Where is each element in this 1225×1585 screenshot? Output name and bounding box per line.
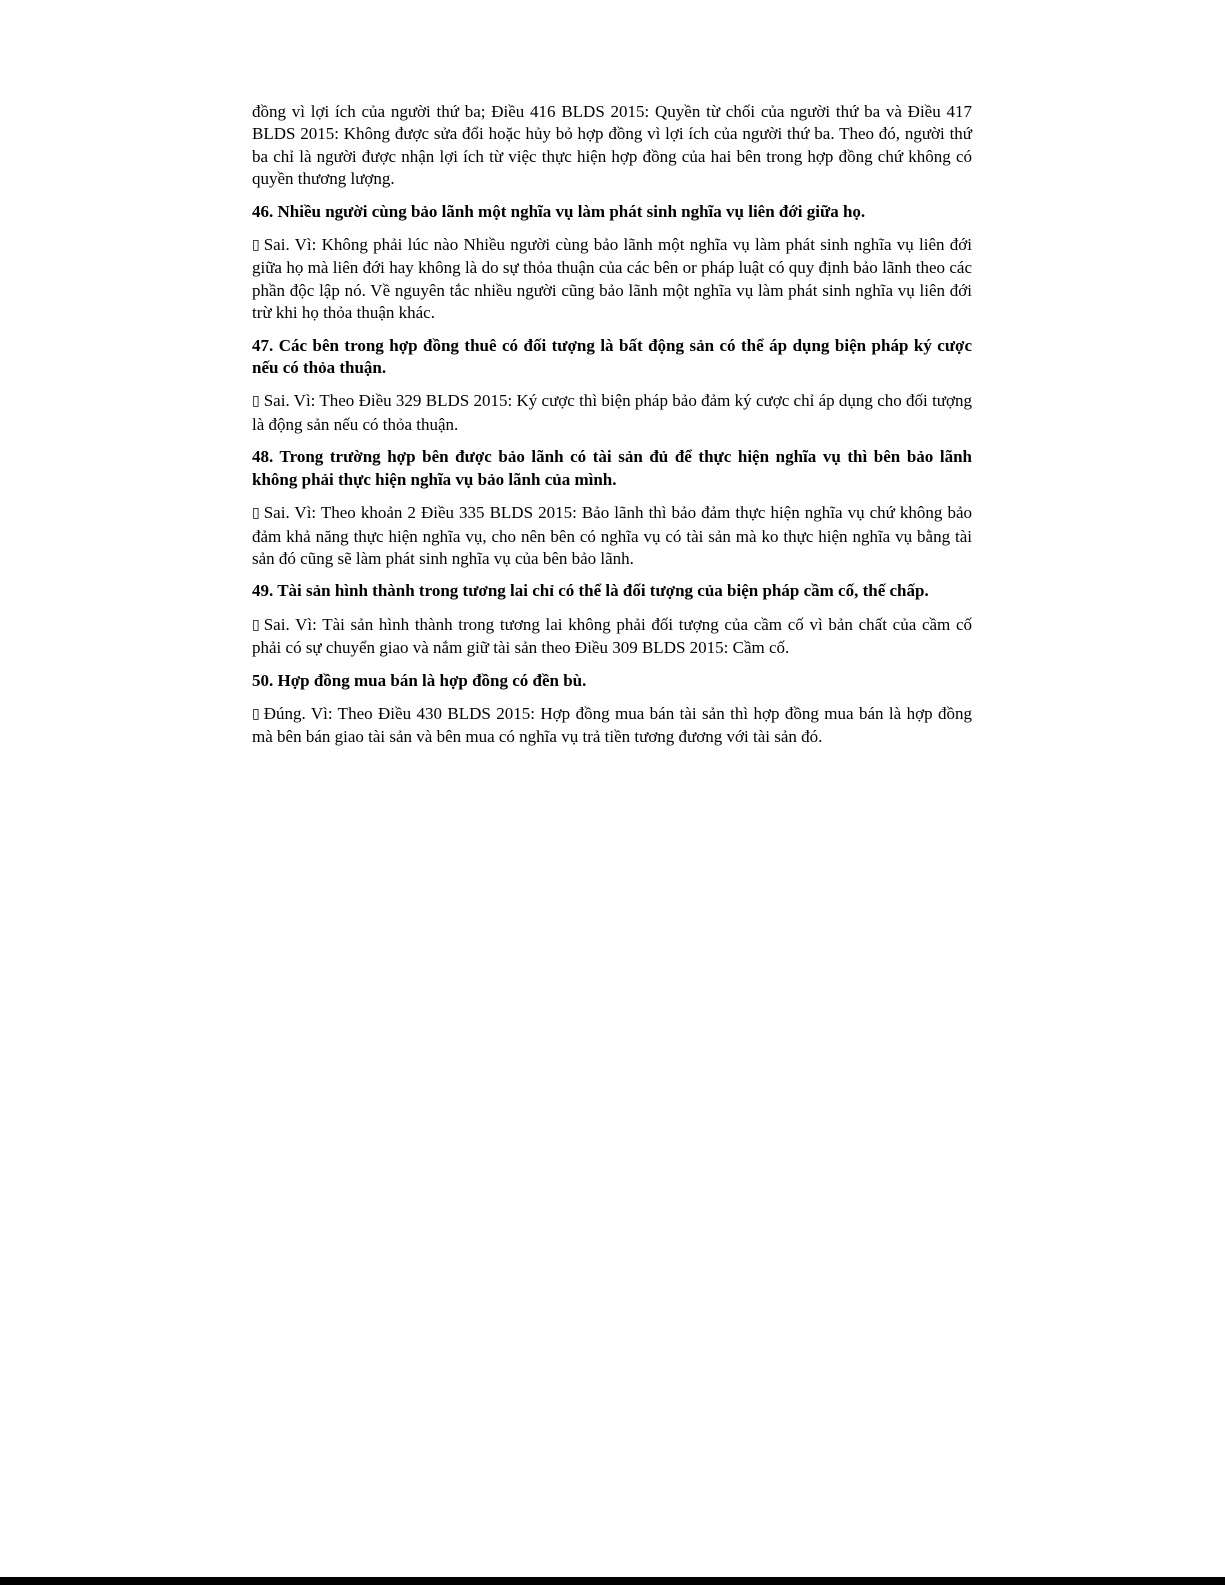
- intro-paragraph: đồng vì lợi ích của người thứ ba; Điều 416 BLDS 2015: Quyền từ chối của người thứ ba và Điều 417 BLDS 2015: Không được sửa đổi hoặc hủy bỏ hợp đồng vì lợi ích của người thứ ba. Theo đó, người thứ ba chỉ là người được nhận lợi ích từ việc thực hiện hợp đồng của hai bên trong hợp đồng chứ không có quyền thương lượng.: [252, 102, 972, 189]
- answer-50-text: Đúng. Vì: Theo Điều 430 BLDS 2015: Hợp đồng mua bán tài sản thì hợp đồng mua bán là hợp đồng mà bên bán giao tài sản và bên mua có nghĩa vụ trả tiền tương đương với tài sản đó.: [252, 703, 972, 747]
- answer-49: [252, 614, 972, 660]
- question-46: 46. Nhiều người cùng bảo lãnh một nghĩa vụ làm phát sinh nghĩa vụ liên đới giữa họ.: [252, 201, 866, 221]
- answer-46-text: Sai. Vì: Không phải lúc nào Nhiều người cùng bảo lãnh một nghĩa vụ làm phát sinh nghĩa vụ liên đới giữa họ mà liên đới hay không là do sự thỏa thuận của các bên or pháp luật có quy định bảo lãnh theo các phần độc lập nó. Về nguyên tắc nhiều người cũng bảo lãnh một nghĩa vụ làm phát sinh nghĩa vụ liên đới trừ khi họ thỏa thuận khác.: [252, 235, 972, 323]
- question-48: 48. Trong trường hợp bên được bảo lãnh có tài sản đủ để thực hiện nghĩa vụ thì bên bảo lãnh không phải thực hiện nghĩa vụ bảo lãnh của mình.: [252, 447, 972, 489]
- bullet-icon: ▯: [252, 394, 260, 410]
- answer-48: [252, 502, 972, 570]
- question-47: 47. Các bên trong hợp đồng thuê có đối tượng là bất động sản có thể áp dụng biện pháp ký cược nếu có thỏa thuận.: [252, 335, 972, 378]
- bullet-icon: ▯: [252, 706, 260, 722]
- document-page: [252, 101, 972, 749]
- question-50: 50. Hợp đồng mua bán là hợp đồng có đền bù.: [252, 670, 587, 690]
- bullet-icon: ▯: [252, 506, 260, 522]
- answer-49-text: Sai. Vì: Tài sản hình thành trong tương lai không phải đối tượng của cầm cố vì bản chất của cầm cố phải có sự chuyển giao và nắm giữ tài sản theo Điều 309 BLDS 2015: Cầm cố.: [252, 614, 972, 658]
- bullet-icon: ▯: [252, 238, 260, 254]
- answer-47: [252, 390, 972, 436]
- answer-47-text: Sai. Vì: Theo Điều 329 BLDS 2015: Ký cược thì biện pháp bảo đảm ký cược chỉ áp dụng cho đối tượng là động sản nếu có thỏa thuận.: [252, 391, 972, 434]
- page-bottom-border: [0, 1577, 1225, 1585]
- question-49: 49. Tài sản hình thành trong tương lai chỉ có thể là đối tượng của biện pháp cầm cố, thế chấp.: [252, 581, 929, 601]
- answer-50: [252, 703, 972, 749]
- bullet-icon: ▯: [252, 617, 260, 633]
- answer-46: [252, 234, 972, 325]
- answer-48-text: Sai. Vì: Theo khoản 2 Điều 335 BLDS 2015: Bảo lãnh thì bảo đảm thực hiện nghĩa vụ chứ không bảo đảm khả năng thực hiện nghĩa vụ, cho nên bên có nghĩa vụ có tài sản mà ko thực hiện nghĩa vụ bằng tài sản đó cũng sẽ làm phát sinh nghĩa vụ của bên bảo lãnh.: [252, 503, 972, 568]
